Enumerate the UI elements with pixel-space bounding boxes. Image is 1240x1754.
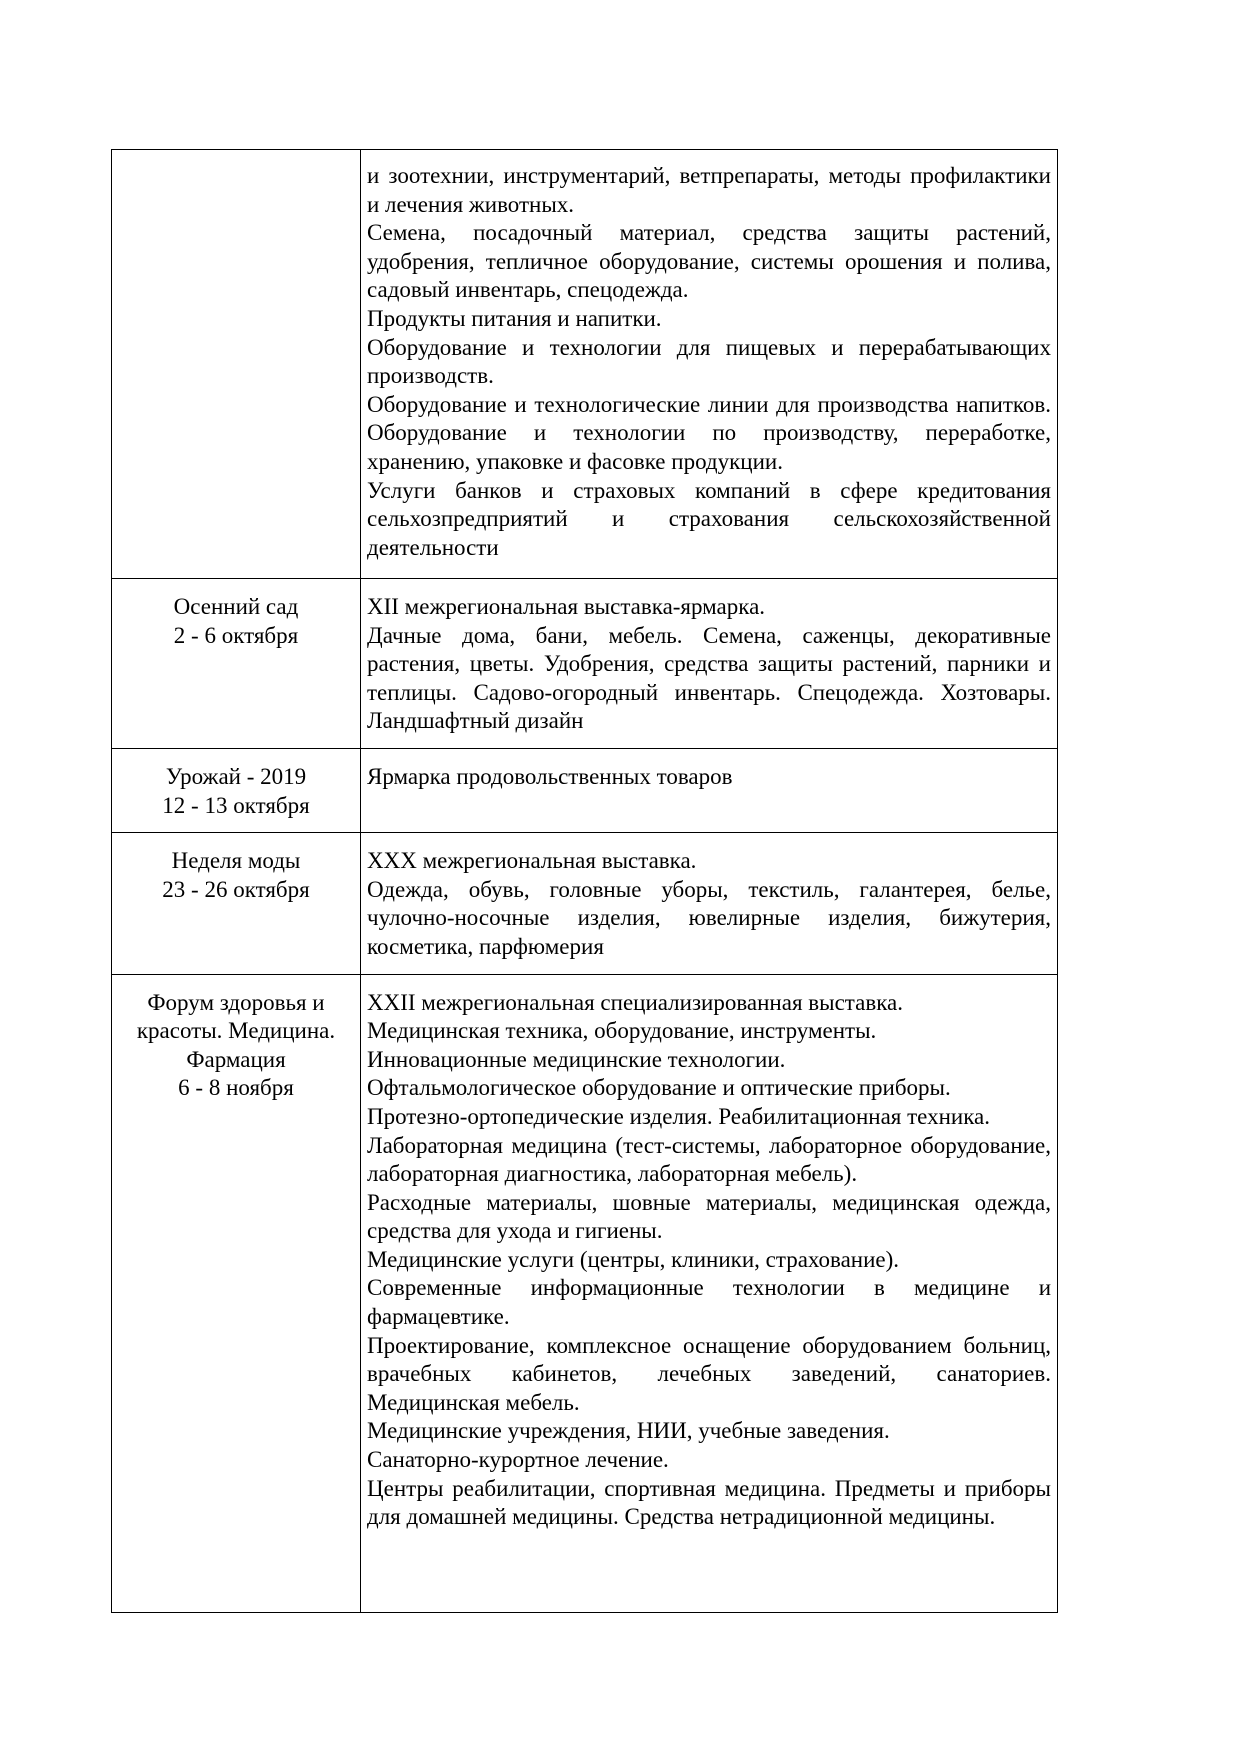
schedule-row — [112, 150, 1058, 579]
description-cell — [361, 833, 1058, 974]
description-paragraph: Протезно-ортопедические изделия. Реабилитационная техника. — [367, 1103, 990, 1129]
exhibition-schedule-table — [111, 149, 1058, 1613]
event-dates: 23 - 26 октября — [162, 876, 310, 902]
description-paragraph: Проектирование, комплексное оснащение оборудованием больниц, врачебных кабинетов, лечебных заведений, санаториев. Медицинская мебель. — [367, 1332, 1051, 1415]
description-paragraph: XXII межрегиональная специализированная выставка. — [367, 989, 903, 1015]
schedule-row — [112, 974, 1058, 1612]
description-cell — [361, 748, 1058, 832]
description-paragraph: Услуги банков и страховых компаний в сфере кредитования сельхозпредприятий и страхования сельскохозяйственной деятельности — [367, 477, 1051, 560]
description-paragraph: XII межрегиональная выставка-ярмарка. — [367, 594, 766, 619]
event-name: Осенний сад — [173, 594, 299, 619]
description-paragraph: Медицинские учреждения, НИИ, учебные заведения. — [367, 1418, 890, 1444]
event-cell — [112, 833, 361, 974]
description-cell — [361, 579, 1058, 749]
schedule-row — [112, 579, 1058, 749]
event-name: Форум здоровья и красоты. Медицина. Фармация — [136, 989, 336, 1072]
description-paragraph: Современные информационные технологии в медицине и фармацевтике. — [367, 1275, 1051, 1330]
event-name: Урожай - 2019 — [165, 763, 307, 789]
schedule-row — [112, 748, 1058, 832]
event-cell — [112, 579, 361, 749]
description-paragraph: Санаторно-курортное лечение. — [367, 1447, 669, 1473]
description-paragraph: Центры реабилитации, спортивная медицина. Предметы и приборы для домашней медицины. Средства нетрадиционной медицины. — [367, 1475, 1051, 1530]
description-paragraph: Расходные материалы, шовные материалы, медицинская одежда, средства для ухода и гигиены. — [367, 1189, 1051, 1244]
description-paragraph: Медицинские услуги (центры, клиники, страхование). — [367, 1246, 900, 1272]
schedule-row — [112, 833, 1058, 974]
schedule-table-body — [112, 150, 1058, 1613]
description-paragraph: Медицинская техника, оборудование, инструменты. — [367, 1018, 877, 1044]
description-cell — [361, 150, 1058, 579]
description-paragraph: Продукты питания и напитки. — [367, 305, 662, 331]
event-dates: 2 - 6 октября — [173, 622, 299, 648]
event-name: Неделя моды — [171, 848, 301, 874]
event-dates: 6 - 8 ноября — [178, 1075, 294, 1101]
description-paragraph: и зоотехнии, инструментарий, ветпрепараты, методы профилактики и лечения животных. — [367, 163, 1051, 217]
description-paragraph: Оборудование и технологии для пищевых и перерабатывающих производств. — [367, 334, 1051, 389]
event-dates: 12 - 13 октября — [162, 792, 310, 818]
event-cell — [112, 974, 361, 1612]
description-paragraph: Семена, посадочный материал, средства защиты растений, удобрения, тепличное оборудование, системы орошения и полива, садовый инвентарь, спецодежда. — [367, 220, 1051, 303]
description-paragraph: Инновационные медицинские технологии. — [367, 1046, 786, 1072]
description-paragraph: Лабораторная медицина (тест-системы, лабораторное оборудование, лабораторная диагностика, лабораторная мебель). — [367, 1132, 1051, 1187]
description-paragraph: Дачные дома, бани, мебель. Семена, саженцы, декоративные растения, цветы. Удобрения, средства защиты растений, парники и теплицы. Садово-огородный инвентарь. Спецодежда. Хозтовары. Ландшафтный дизайн — [367, 622, 1051, 734]
event-cell — [112, 748, 361, 832]
description-paragraph: Оборудование и технологические линии для производства напитков. Оборудование и технологии по производству, переработке, хранению, упаковке и фасовке продукции. — [367, 391, 1051, 474]
description-paragraph: Ярмарка продовольственных товаров — [367, 763, 733, 789]
event-cell — [112, 150, 361, 579]
description-paragraph: Офтальмологическое оборудование и оптические приборы. — [367, 1075, 951, 1101]
description-paragraph: XXX межрегиональная выставка. — [367, 848, 697, 874]
description-cell — [361, 974, 1058, 1612]
description-paragraph: Одежда, обувь, головные уборы, текстиль, галантерея, белье, чулочно-носочные изделия, ювелирные изделия, бижутерия, косметика, парфюмерия — [367, 876, 1051, 959]
